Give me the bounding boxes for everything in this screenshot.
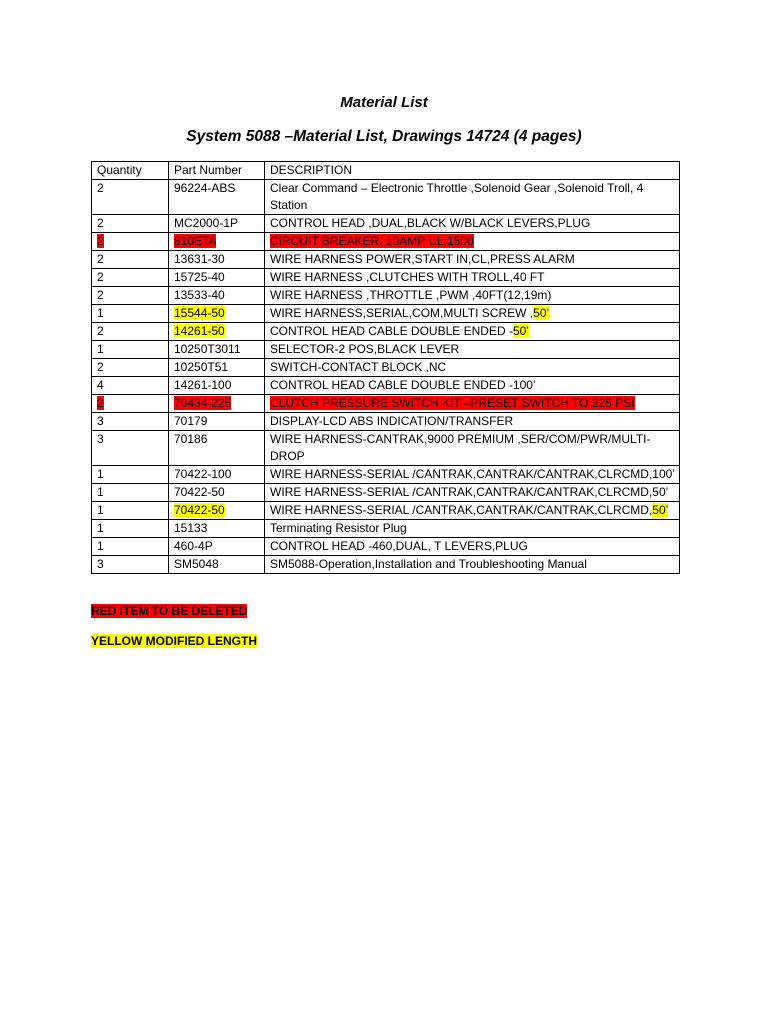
cell-quantity: 1 xyxy=(92,520,169,538)
cell-part-number: 14261-100 xyxy=(169,377,265,395)
cell-description: Terminating Resistor Plug xyxy=(265,520,680,538)
legend-modified-text: YELLOW MODIFIED LENGTH xyxy=(91,634,257,648)
deleted-highlight: 2 xyxy=(97,234,104,248)
legend-modified xyxy=(91,634,257,648)
modified-highlight: 50’ xyxy=(512,324,529,338)
table-row xyxy=(92,359,680,377)
cell-description: Clear Command – Electronic Throttle ,Solenoid Gear ,Solenoid Troll, 4 Station xyxy=(265,180,680,215)
deleted-highlight: 810ETA xyxy=(174,234,217,248)
cell-quantity: 2 xyxy=(92,215,169,233)
cell-description: SM5088-Operation,Installation and Troubleshooting Manual xyxy=(265,556,680,574)
cell-quantity xyxy=(92,233,169,251)
table-row xyxy=(92,269,680,287)
cell-quantity: 1 xyxy=(92,466,169,484)
document-title: Material List xyxy=(340,94,428,111)
cell-quantity: 3 xyxy=(92,431,169,466)
cell-quantity: 2 xyxy=(92,323,169,341)
cell-quantity: 2 xyxy=(92,359,169,377)
cell-part-number: 15725-40 xyxy=(169,269,265,287)
cell-description xyxy=(265,305,680,323)
cell-part-number: 460-4P xyxy=(169,538,265,556)
cell-part-number: 13533-40 xyxy=(169,287,265,305)
cell-quantity: 1 xyxy=(92,484,169,502)
cell-quantity: 1 xyxy=(92,305,169,323)
cell-description: WIRE HARNESS-SERIAL /CANTRAK,CANTRAK/CANTRAK,CLRCMD,100’ xyxy=(265,466,680,484)
header-quantity: Quantity xyxy=(92,162,169,180)
cell-part-number xyxy=(169,233,265,251)
cell-part-number xyxy=(169,305,265,323)
cell-quantity: 3 xyxy=(92,413,169,431)
cell-description xyxy=(265,323,680,341)
cell-description: WIRE HARNESS-CANTRAK,9000 PREMIUM ,SER/COM/PWR/MULTI-DROP xyxy=(265,431,680,466)
table-row xyxy=(92,538,680,556)
cell-description: WIRE HARNESS ,THROTTLE ,PWM ,40FT(12,19m) xyxy=(265,287,680,305)
cell-part-number: 13631-30 xyxy=(169,251,265,269)
cell-description xyxy=(265,502,680,520)
cell-description: CONTROL HEAD CABLE DOUBLE ENDED -100’ xyxy=(265,377,680,395)
cell-quantity: 2 xyxy=(92,269,169,287)
cell-description: WIRE HARNESS-SERIAL /CANTRAK,CANTRAK/CANTRAK,CLRCMD,50’ xyxy=(265,484,680,502)
modified-highlight: 50’ xyxy=(652,503,669,517)
cell-quantity: 2 xyxy=(92,287,169,305)
cell-description xyxy=(265,395,680,413)
cell-description: CONTROL HEAD ,DUAL,BLACK W/BLACK LEVERS,PLUG xyxy=(265,215,680,233)
table-row xyxy=(92,466,680,484)
cell-description: CONTROL HEAD -460,DUAL, T LEVERS,PLUG xyxy=(265,538,680,556)
table-row xyxy=(92,251,680,269)
table-row xyxy=(92,520,680,538)
table-row-deleted xyxy=(92,395,680,413)
table-row xyxy=(92,287,680,305)
deleted-highlight: CLUTCH PRESSURE SWITCH KIT –PRESET SWITCH TO 225 PSI xyxy=(270,396,635,410)
cell-description: DISPLAY-LCD ABS INDICATION/TRANSFER xyxy=(265,413,680,431)
table-row xyxy=(92,215,680,233)
cell-part-number: 70422-100 xyxy=(169,466,265,484)
cell-quantity: 4 xyxy=(92,377,169,395)
table-row xyxy=(92,413,680,431)
table-row xyxy=(92,180,680,215)
cell-part-number: 10250T3011 xyxy=(169,341,265,359)
cell-description: SELECTOR-2 POS,BLACK LEVER xyxy=(265,341,680,359)
cell-description xyxy=(265,233,680,251)
cell-quantity: 3 xyxy=(92,556,169,574)
cell-quantity: 1 xyxy=(92,502,169,520)
cell-part-number: SM5048 xyxy=(169,556,265,574)
cell-part-number xyxy=(169,323,265,341)
cell-description: WIRE HARNESS POWER,START IN,CL,PRESS ALARM xyxy=(265,251,680,269)
deleted-highlight: 2 xyxy=(97,396,104,410)
table-row xyxy=(92,341,680,359)
deleted-highlight: CIRCUIT BREAKER. 10AMP UL,1500 xyxy=(270,234,474,248)
document-subtitle: System 5088 –Material List, Drawings 14724 (4 pages) xyxy=(186,128,582,145)
legend-deleted-text: RED ITEM TO BE DELETED xyxy=(91,604,248,618)
table-row xyxy=(92,484,680,502)
legend-deleted xyxy=(91,604,247,618)
modified-highlight: 70422-50 xyxy=(174,503,225,517)
cell-quantity: 2 xyxy=(92,180,169,215)
description-text: WIRE HARNESS,SERIAL,COM,MULTI SCREW , xyxy=(270,306,534,320)
cell-part-number xyxy=(169,502,265,520)
deleted-highlight: 70434-225 xyxy=(174,396,232,410)
cell-part-number: 70179 xyxy=(169,413,265,431)
cell-quantity: 2 xyxy=(92,251,169,269)
cell-part-number xyxy=(169,395,265,413)
material-table xyxy=(91,161,680,574)
table-row-deleted xyxy=(92,233,680,251)
cell-part-number: 15133 xyxy=(169,520,265,538)
cell-quantity xyxy=(92,395,169,413)
cell-part-number: 70186 xyxy=(169,431,265,466)
modified-highlight: 50’ xyxy=(533,306,550,320)
header-part-number: Part Number xyxy=(169,162,265,180)
cell-description: WIRE HARNESS ,CLUTCHES WITH TROLL,40 FT xyxy=(265,269,680,287)
description-text: WIRE HARNESS-SERIAL /CANTRAK,CANTRAK/CANTRAK,CLRCMD, xyxy=(270,503,653,517)
modified-highlight: 15544-50 xyxy=(174,306,225,320)
table-row xyxy=(92,431,680,466)
cell-part-number: 10250T51 xyxy=(169,359,265,377)
table-row-modified xyxy=(92,502,680,520)
description-text: CONTROL HEAD CABLE DOUBLE ENDED - xyxy=(270,324,513,338)
cell-description: SWITCH-CONTACT BLOCK ,NC xyxy=(265,359,680,377)
header-description: DESCRIPTION xyxy=(265,162,680,180)
table-header-row xyxy=(92,162,680,180)
table-row xyxy=(92,377,680,395)
table-row-modified xyxy=(92,305,680,323)
modified-highlight: 14261-50 xyxy=(174,324,225,338)
table-row-modified xyxy=(92,323,680,341)
cell-quantity: 1 xyxy=(92,341,169,359)
cell-quantity: 1 xyxy=(92,538,169,556)
cell-part-number: 70422-50 xyxy=(169,484,265,502)
table-row xyxy=(92,556,680,574)
cell-part-number: 96224-ABS xyxy=(169,180,265,215)
cell-part-number: MC2000-1P xyxy=(169,215,265,233)
